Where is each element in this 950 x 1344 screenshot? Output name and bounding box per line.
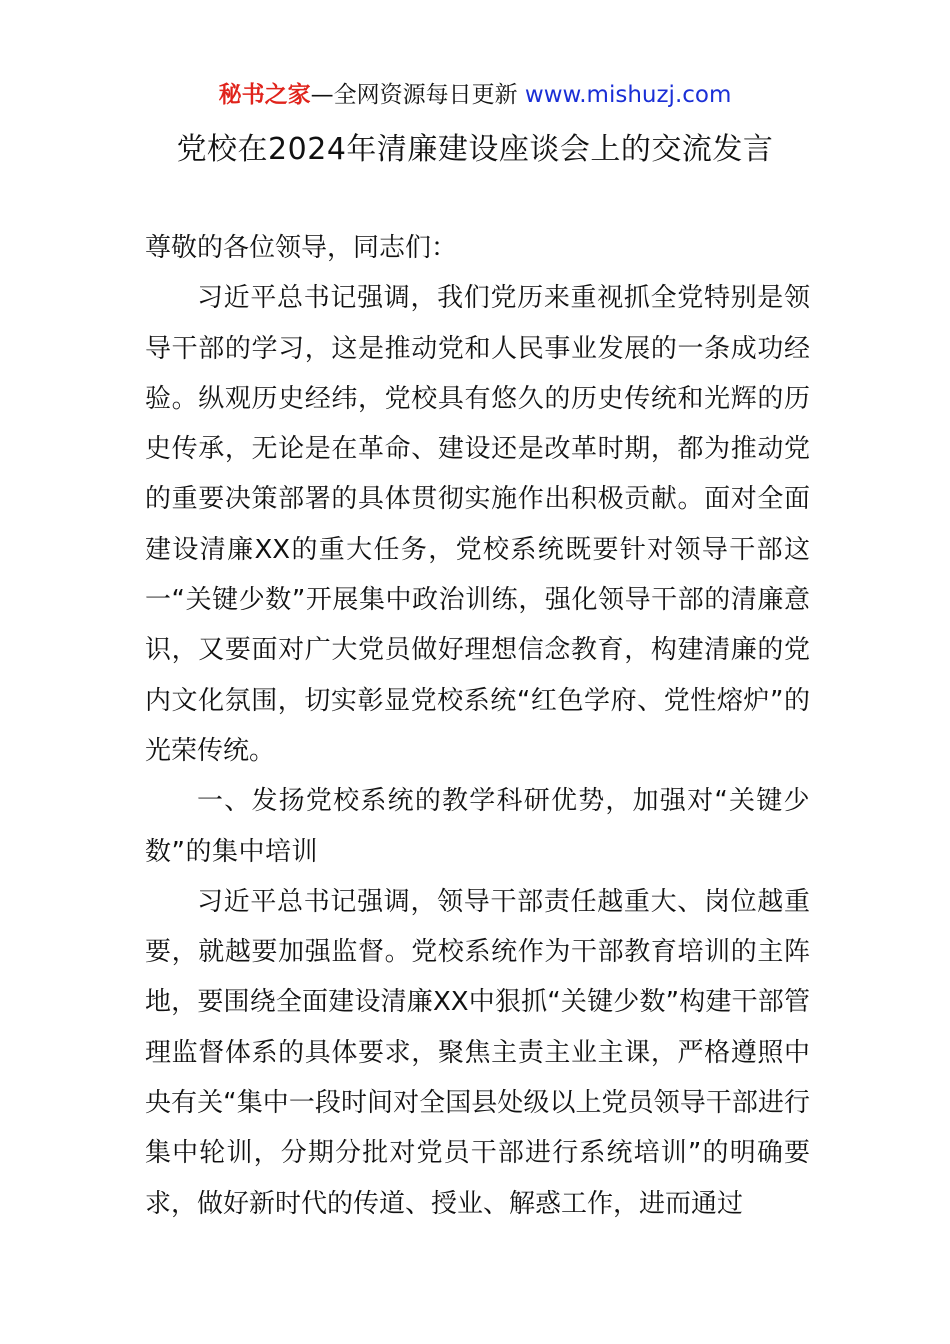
document-body [145, 223, 810, 1229]
section-heading: 一、发扬党校系统的教学科研优势，加强对“关键少数”的集中培训 [145, 786, 810, 867]
body-paragraph: 习近平总书记强调，领导干部责任越重大、岗位越重要，就越要加强监督。党校系统作为干部教育培训的主阵地，要围绕全面建设清廉XX中狠抓“关键少数”构建干部管理监督体系的具体要求，聚焦主责主业主课，严格遵照中央有关“集中一段时间对全国县处级以上党员领导干部进行集中轮训，分期分批对党员干部进行系统培训”的明确要求，做好新时代的传道、授业、解惑工作，进而通过 [145, 886, 810, 1219]
site-banner [0, 78, 950, 112]
greeting: 尊敬的各位领导，同志们： [145, 233, 458, 263]
site-slogan: —全网资源每日更新 [310, 82, 518, 108]
body-paragraph: 习近平总书记强调，我们党历来重视抓全党特别是领导干部的学习，这是推动党和人民事业发展的一条成功经验。纵观历史经纬，党校具有悠久的历史传统和光辉的历史传承，无论是在革命、建设还是改革时期，都为推动党的重要决策部署的具体贯彻实施作出积极贡献。面对全面建设清廉XX的重大任务，党校系统既要针对领导干部这一“关键少数”开展集中政治训练，强化领导干部的清廉意识，又要面对广大党员做好理想信念教育，构建清廉的党内文化氛围，切实彰显党校系统“红色学府、党性熔炉”的光荣传统。 [145, 283, 810, 766]
site-name: 秘书之家 [218, 82, 311, 108]
site-url-link[interactable]: www.mishuzj.com [524, 82, 732, 108]
document-title: 党校在2024年清廉建设座谈会上的交流发言 [176, 132, 774, 167]
